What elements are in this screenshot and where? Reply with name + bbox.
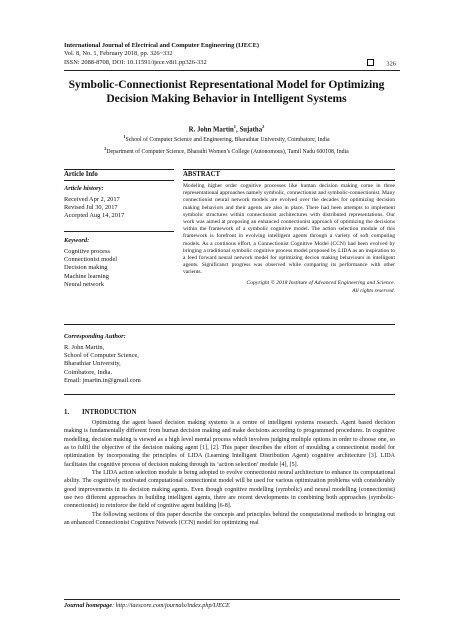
section-number: 1.: [64, 409, 70, 416]
title-line-1: Symbolic-Connectionist Representational Model for Optimizing: [68, 78, 385, 91]
keyword-item: Neural network: [64, 280, 104, 288]
corresponding-author: [64, 344, 141, 385]
rights-line: All rights reserved.: [352, 288, 395, 294]
history-label: Article history:: [64, 185, 104, 192]
article-info-mid-rule: [64, 180, 174, 181]
header-rule: [64, 70, 400, 71]
author-separator: ,: [236, 126, 240, 134]
article-history: [64, 196, 124, 221]
history-accepted: Accepted Aug 14, 2017: [64, 212, 125, 220]
affiliation-mark: 1: [123, 134, 126, 139]
corresponding-line: R. John Martin,: [64, 344, 105, 351]
corresponding-label: Corresponding Author:: [64, 333, 126, 340]
paragraph: Optimizing the agent based decision making systems is a centre of intelligent systems research. Agent based decision making is fundamentally different from human decision making and make decisions according to programmed procedures. In cognitive modelling, decision making is viewed as a high level mental process which involves judging multiple options in order to choose one, so as to fulfil the objective of the decision making agent [1], [2]. This paper describes the effort of moulding a connectionist model for optimization by incorporating the principles of LIDA (Learning Intelligent Distribution Agent) cognitive architecture [3]. LIDA facilitates the cognitive process of decision making through its ‘action selection’ module [4], [5].: [64, 420, 395, 468]
journal-title: International Journal of Electrical and Computer Engineering (IJECE): [64, 42, 259, 49]
abstract-mid-rule: [183, 180, 395, 181]
corresponding-line: Coimbatore, India.: [64, 368, 113, 376]
history-rule: [64, 231, 174, 232]
affiliation-2: [40, 145, 413, 157]
keyword-item: Cognitive process: [64, 248, 110, 255]
corresponding-line: School of Computer Science,: [64, 352, 139, 360]
keyword-item: Machine learning: [64, 272, 109, 280]
footer-rule: [64, 599, 400, 600]
paragraph: The LIDA action selection module is being adopted to evolve connectionist neural architecture to enhance its computational ability. The cognitively motivated computational connectionist model will be used for various optimization problems with considerably good improvements in its decision making agents. Even though cognitive modelling (symbolic) and neural modelling (connectionist) use two different approaches in building intelligent agents, there are recent developments in combining both approaches (symbolic-connectionist) to reinforce the field of cognitive agent building [6-8].: [64, 470, 395, 510]
introduction-body: [64, 419, 395, 527]
homepage-label: Journal homepage: [64, 602, 112, 609]
affiliation-mark: 2: [104, 145, 107, 151]
affiliation-text: Department of Computer Science, Bharathi Women’s College (Autonomous), Tamil Nadu 600108, India: [106, 148, 349, 155]
author-list: [40, 124, 413, 133]
keyword-item: Decision making: [64, 264, 108, 272]
corresponding-email: Email: jmartin.in@gmail.com: [64, 376, 141, 384]
journal-issn: ISSN: 2088-8708, DOI: 10.11591/ijece.v8i1.pp326-332: [64, 58, 207, 66]
corresponding-top-rule: [64, 324, 395, 325]
journal-header: [64, 42, 400, 67]
paper-title: [40, 78, 413, 106]
history-revised: Revised Jul 30, 2017: [64, 204, 118, 212]
abstract-heading: ABSTRACT: [183, 171, 221, 178]
author-affil-mark: 1: [233, 124, 237, 129]
author-name: R. John Martin: [188, 126, 234, 134]
journal-volume: Vol. 8, No. 1, February 2018, pp. 326~332: [64, 50, 173, 58]
keyword-list: [64, 248, 117, 289]
affiliation-text: School of Computer Science and Engineering, Bharathiar University, Coimbatore, India: [125, 136, 330, 143]
paragraph: The following sections of this paper describe the concepts and principles behind the computational methods to bringing out an enhanced Connectionist Cognitive Network (CCN) model for optimizing real: [64, 511, 395, 527]
history-received: Received Apr 2, 2017: [64, 196, 120, 203]
section-title: INTRODUCTION: [82, 409, 137, 416]
author-name: Sujatha: [239, 126, 263, 134]
abstract-top-rule: [183, 169, 395, 170]
affiliations: [40, 133, 413, 156]
article-info-heading: Article Info: [64, 171, 98, 178]
square-icon: [367, 59, 374, 66]
keyword-label: Keyword:: [64, 237, 90, 244]
author-affil-mark: 2: [262, 124, 265, 129]
abstract-text: Modeling higher order cognitive processes like human decision making come in three representational approaches namely symbolic, connectionist and symbolic-connectionist. Many connectionist neural network models are evolved over the decades for optimizing decision making behaviors and their agents are also in place. There had been attempts to implement symbolic structures within connectionist architectures with distributed representations. Our work was aimed at proposing an enhanced connectionist approach of optimizing the decisions within the framework of a symbolic cognitive model. The action selection module of this framework is forefront in evolving intelligent agents through a variety of soft computing models. As a continous effort, a Connectionist Cognitive Model (CCN) had been evolved by bringing a traditional symbolic cognitive process model proposed by LIDA as an inspiration to a feed forward neural network model for optimizing decion making behaviours in intelligent agents. Significanct progress was observed while comparing its performance with other varients.: [183, 183, 395, 276]
copyright-block: [183, 279, 395, 295]
title-line-2: Decision Making Behavior in Intelligent Systems: [106, 92, 347, 105]
keyword-item: Connectionist model: [64, 256, 118, 264]
corresponding-line: Bharathiar University,: [64, 360, 121, 368]
homepage-link[interactable]: http://iaescore.com/journals/index.php/IJECE: [115, 602, 230, 609]
journal-homepage: Journal homepage: http://iaescore.com/journals/index.php/IJECE: [64, 602, 230, 609]
page-number: 326: [386, 60, 396, 68]
page-number-block: [367, 59, 396, 69]
article-info-top-rule: [64, 169, 174, 170]
section-heading: [64, 409, 136, 416]
affiliation-1: [40, 133, 413, 145]
copyright-line: Copyright © 2018 Institute of Advanced Engineering and Science.: [246, 280, 395, 286]
corresponding-bottom-rule: [64, 394, 395, 395]
